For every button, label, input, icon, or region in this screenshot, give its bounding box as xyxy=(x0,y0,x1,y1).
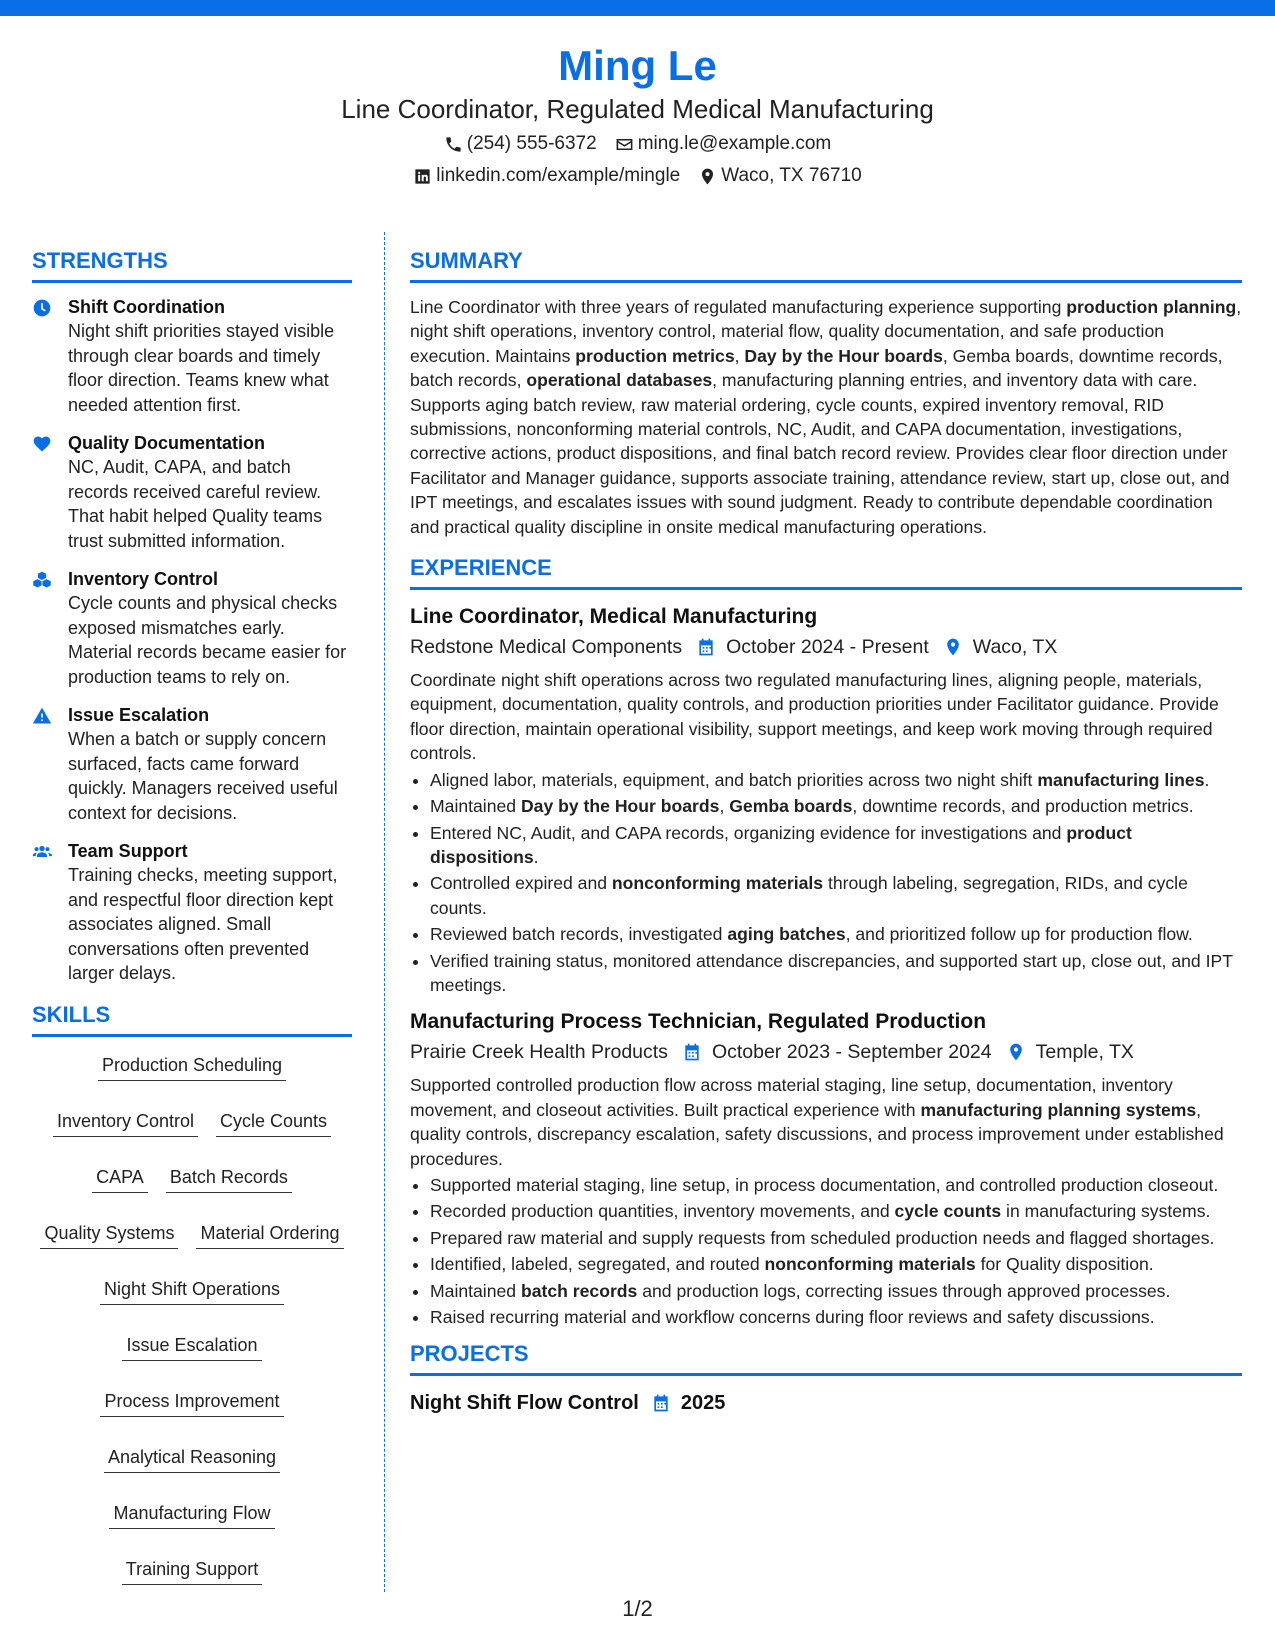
strength-item xyxy=(32,567,352,689)
skill-tag: Production Scheduling xyxy=(98,1053,286,1081)
strength-text: Cycle counts and physical checks exposed mismatches early. Material records became easier for production teams to rely on. xyxy=(68,593,347,687)
skill-tag: CAPA xyxy=(92,1165,148,1193)
skill-tag: Night Shift Operations xyxy=(100,1277,284,1305)
skill-tag: Quality Systems xyxy=(40,1221,178,1249)
bullet-item: • Entered NC, Audit, and CAPA records, organizing evidence for investigations and product dispositions. xyxy=(430,821,1242,870)
top-accent-bar xyxy=(0,0,1275,16)
strength-text: Night shift priorities stayed visible through clear boards and timely floor direction. Teams knew what needed attention first. xyxy=(68,321,335,415)
job-dates: October 2023 - September 2024 xyxy=(711,1041,992,1064)
map-pin-icon xyxy=(943,637,963,657)
warning-icon xyxy=(32,706,52,726)
job-description: Coordinate night shift operations across two regulated manufacturing lines, aligning people, materials, equipment, documentation, quality controls, and production priorities under Facilitator guidance. Provide floor direction, maintain operational visibility, support meetings, and keep work moving through required controls. xyxy=(410,670,1219,764)
skill-tag: Inventory Control xyxy=(53,1109,198,1137)
page-number: 1/2 xyxy=(622,1596,653,1621)
skill-tag: Analytical Reasoning xyxy=(104,1445,280,1473)
strength-title: Shift Coordination xyxy=(68,297,225,317)
location-contact xyxy=(698,162,861,190)
summary-text: Line Coordinator with three years of regulated manufacturing experience supporting production planning, night shift operations, inventory control, material flow, quality documentation, and safe production execution. Maintains production metrics, Day by the Hour boards, Gemba boards, downtime records, batch records, operational databases, manufacturing planning entries, and inventory data with care. Supports aging batch review, raw material ordering, cycle counts, expired inventory removal, RID submissions, nonconforming material controls, NC, Audit, and CAPA documentation, investigations, corrective actions, product dispositions, and final batch record review. Provides clear floor direction under Facilitator and Manager guidance, supports associate training, attendance review, start up, close out, and IPT meetings, and escalates issues with sound judgment. Ready to contribute dependable coordination and practical quality discipline in onsite medical manufacturing operations. xyxy=(410,297,1242,537)
job-company: Prairie Creek Health Products xyxy=(410,1041,668,1064)
strength-title: Team Support xyxy=(68,841,188,861)
strength-text: NC, Audit, CAPA, and batch records received careful review. That habit helped Quality teams trust submitted information. xyxy=(68,457,323,551)
job-location: Temple, TX xyxy=(1035,1041,1134,1064)
bullet-item: • Controlled expired and nonconforming materials through labeling, segregation, RIDs, and cycle counts. xyxy=(430,871,1242,920)
bullet-item: • Aligned labor, materials, equipment, and batch priorities across two night shift manufacturing lines. xyxy=(430,768,1242,792)
linkedin-icon xyxy=(413,167,432,186)
bullet-item: • Raised recurring material and workflow concerns during floor reviews and safety discussions. xyxy=(430,1305,1242,1329)
strength-item xyxy=(32,703,352,825)
skill-tag: Cycle Counts xyxy=(216,1109,331,1137)
bullet-item: • Verified training status, monitored attendance discrepancies, and supported start up, close out, and IPT meetings. xyxy=(430,949,1242,998)
contact-row-2 xyxy=(0,162,1275,190)
strength-title: Issue Escalation xyxy=(68,705,210,725)
bullet-item: • Supported material staging, line setup, in process documentation, and controlled production closeout. xyxy=(430,1173,1242,1197)
cubes-icon xyxy=(32,570,52,590)
users-icon xyxy=(32,842,52,862)
candidate-role: Line Coordinator, Regulated Medical Manufacturing xyxy=(341,94,934,124)
job-location: Waco, TX xyxy=(972,636,1058,659)
strength-text: When a batch or supply concern surfaced, facts came forward quickly. Managers received useful context for decisions. xyxy=(68,729,338,823)
bullet-item: • Prepared raw material and supply requests from scheduled production needs and flagged shortages. xyxy=(430,1226,1242,1250)
linkedin-contact[interactable] xyxy=(413,162,680,190)
experience-heading: EXPERIENCE xyxy=(410,553,1242,590)
strength-item xyxy=(32,295,352,417)
skill-tag: Issue Escalation xyxy=(122,1333,261,1361)
strength-title: Inventory Control xyxy=(68,569,219,589)
job-company: Redstone Medical Components xyxy=(410,636,683,659)
job-title: Line Coordinator, Medical Manufacturing xyxy=(410,605,818,629)
left-column xyxy=(32,246,352,1585)
skill-tag: Manufacturing Flow xyxy=(109,1501,274,1529)
job-meta xyxy=(410,632,1242,662)
calendar-icon xyxy=(682,1042,702,1062)
email-contact[interactable] xyxy=(615,130,832,158)
strengths-heading: STRENGTHS xyxy=(32,246,352,283)
skill-tag: Material Ordering xyxy=(196,1221,343,1249)
strength-item xyxy=(32,431,352,553)
linkedin-text: linkedin.com/example/mingle xyxy=(436,165,681,186)
project-entry xyxy=(410,1388,1242,1418)
bullet-item: • Maintained batch records and production logs, correcting issues through approved processes. xyxy=(430,1279,1242,1303)
column-divider xyxy=(384,232,385,1592)
job-entry xyxy=(410,602,1242,997)
contact-row-1 xyxy=(0,130,1275,158)
job-entry xyxy=(410,1007,1242,1329)
candidate-name: Ming Le xyxy=(558,42,717,89)
job-title: Manufacturing Process Technician, Regulated Production xyxy=(410,1010,987,1034)
bullet-item: • Identified, labeled, segregated, and routed nonconforming materials for Quality disposition. xyxy=(430,1252,1242,1276)
envelope-icon xyxy=(615,135,634,154)
location-text: Waco, TX 76710 xyxy=(721,165,862,186)
job-description: Supported controlled production flow across material staging, line setup, documentation, inventory movement, and closeout activities. Built practical experience with manufacturing planning systems, quality controls, discrepancy escalation, safety discussions, and process improvement under established procedures. xyxy=(410,1075,1224,1169)
phone-text: (254) 555-6372 xyxy=(466,133,597,154)
calendar-icon xyxy=(651,1393,671,1413)
resume-header xyxy=(0,40,1275,190)
projects-heading: PROJECTS xyxy=(410,1339,1242,1376)
bullet-item: • Maintained Day by the Hour boards, Gemba boards, downtime records, and production metrics. xyxy=(430,794,1242,818)
skill-tag: Batch Records xyxy=(166,1165,292,1193)
email-text: ming.le@example.com xyxy=(637,133,832,154)
project-title: Night Shift Flow Control xyxy=(410,1392,639,1415)
heart-icon xyxy=(32,434,52,454)
strength-text: Training checks, meeting support, and respectful floor direction kept associates aligned. Small conversations often prevented larger delays. xyxy=(68,865,338,983)
strength-item xyxy=(32,839,352,986)
job-bullets xyxy=(410,1173,1242,1329)
right-column xyxy=(410,246,1242,1418)
job-dates: October 2024 - Present xyxy=(726,636,929,659)
skills-heading: SKILLS xyxy=(32,1000,352,1037)
skills-list xyxy=(32,1049,352,1585)
job-bullets xyxy=(410,768,1242,998)
map-pin-icon xyxy=(698,167,717,186)
job-meta xyxy=(410,1037,1242,1067)
bullet-item: • Recorded production quantities, inventory movements, and cycle counts in manufacturing systems. xyxy=(430,1199,1242,1223)
summary-heading: SUMMARY xyxy=(410,246,1242,283)
bullet-item: • Reviewed batch records, investigated aging batches, and prioritized follow up for production flow. xyxy=(430,922,1242,946)
project-year: 2025 xyxy=(680,1392,726,1415)
phone-contact xyxy=(444,130,597,158)
map-pin-icon xyxy=(1006,1042,1026,1062)
calendar-icon xyxy=(696,637,716,657)
skill-tag: Process Improvement xyxy=(100,1389,283,1417)
phone-icon xyxy=(444,135,463,154)
strength-title: Quality Documentation xyxy=(68,433,266,453)
skill-tag: Training Support xyxy=(122,1557,262,1585)
clock-icon xyxy=(32,298,52,318)
